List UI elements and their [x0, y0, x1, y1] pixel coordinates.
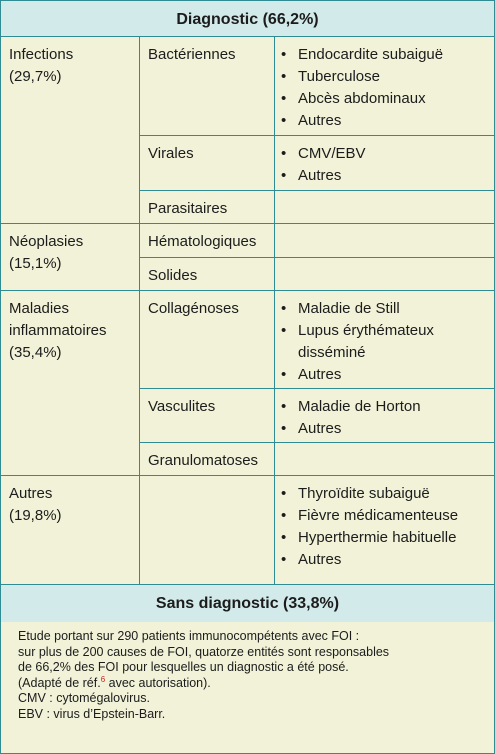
footnote-line: Etude portant sur 290 patients immunocompétents avec FOI : — [18, 629, 360, 643]
footnote-line: (Adapté de réf.$^6$ avec autorisation). — [18, 674, 211, 690]
subcategory-empty — [140, 476, 275, 584]
subcategory-granulomatoses: Granulomatoses — [140, 443, 275, 476]
category-name-line1: Maladies — [9, 300, 70, 317]
reference-superscript: 6 — [100, 674, 106, 684]
list-item: • Fièvre médicamenteuse — [281, 507, 459, 524]
examples-granulomatoses — [275, 443, 494, 476]
examples-vasculites — [275, 389, 494, 443]
list-item: • CMV/EBV — [281, 145, 366, 162]
list-item: • Lupus érythémateux — [281, 322, 434, 339]
list-item: • Tuberculose — [281, 68, 380, 85]
examples-bacteriennes — [275, 37, 494, 136]
examples-autres — [275, 476, 494, 584]
subcategory-bacteriennes: Bactériennes — [140, 37, 275, 136]
list-item: • Autres — [281, 420, 342, 437]
examples-virales — [275, 136, 494, 191]
category-percent: (15,1%) — [9, 255, 62, 272]
category-neoplasies — [1, 224, 140, 291]
list-item: • Maladie de Horton — [281, 398, 421, 415]
category-percent: (19,8%) — [9, 507, 62, 524]
examples-collagenoses — [275, 291, 494, 389]
subcategory-collagenoses: Collagénoses — [140, 291, 275, 389]
list-item: • Maladie de Still — [281, 300, 400, 317]
examples-hematologiques — [275, 224, 494, 258]
category-name: Autres — [9, 485, 53, 502]
list-item: • Autres — [281, 551, 342, 568]
category-name-line2: inflammatoires — [9, 322, 107, 339]
list-item: • Abcès abdominaux — [281, 90, 426, 107]
examples-parasitaires — [275, 191, 494, 224]
list-item-continuation: disséminé — [298, 344, 366, 361]
subcategory-virales: Virales — [140, 136, 275, 191]
footnote-line: EBV : virus d’Epstein-Barr. — [18, 706, 166, 721]
list-item: • Thyroïdite subaiguë — [281, 485, 430, 502]
footnote-line: de 66,2% des FOI pour lesquelles un diagnostic a été posé. — [18, 660, 349, 674]
footnote-line: sur plus de 200 causes de FOI, quatorze entités sont responsables — [18, 644, 390, 659]
list-item: • Autres — [281, 167, 342, 184]
list-item: • Autres — [281, 366, 342, 383]
list-item: • Hyperthermie habituelle — [281, 529, 457, 546]
subcategory-vasculites: Vasculites — [140, 389, 275, 443]
category-name: Néoplasies — [9, 233, 84, 250]
subcategory-solides: Solides — [140, 258, 275, 291]
category-name: Infections — [9, 46, 74, 63]
footnote — [1, 622, 494, 753]
examples-solides — [275, 258, 494, 291]
category-autres — [1, 476, 140, 584]
footnote-line: CMV : cytomégalovirus. — [18, 691, 150, 705]
subcategory-parasitaires: Parasitaires — [140, 191, 275, 224]
subcategory-hematologiques: Hématologiques — [140, 224, 275, 258]
category-inflammatoires — [1, 291, 140, 476]
category-infections — [1, 37, 140, 224]
category-percent: (29,7%) — [9, 68, 62, 85]
diagnostic-header: Diagnostic (66,2%) — [1, 1, 494, 37]
list-item: • Endocardite subaiguë — [281, 46, 444, 63]
category-percent: (35,4%) — [9, 344, 62, 361]
diagnostic-table — [1, 37, 494, 584]
list-item: • Autres — [281, 112, 342, 129]
sans-diagnostic-header: Sans diagnostic (33,8%) — [1, 584, 494, 623]
